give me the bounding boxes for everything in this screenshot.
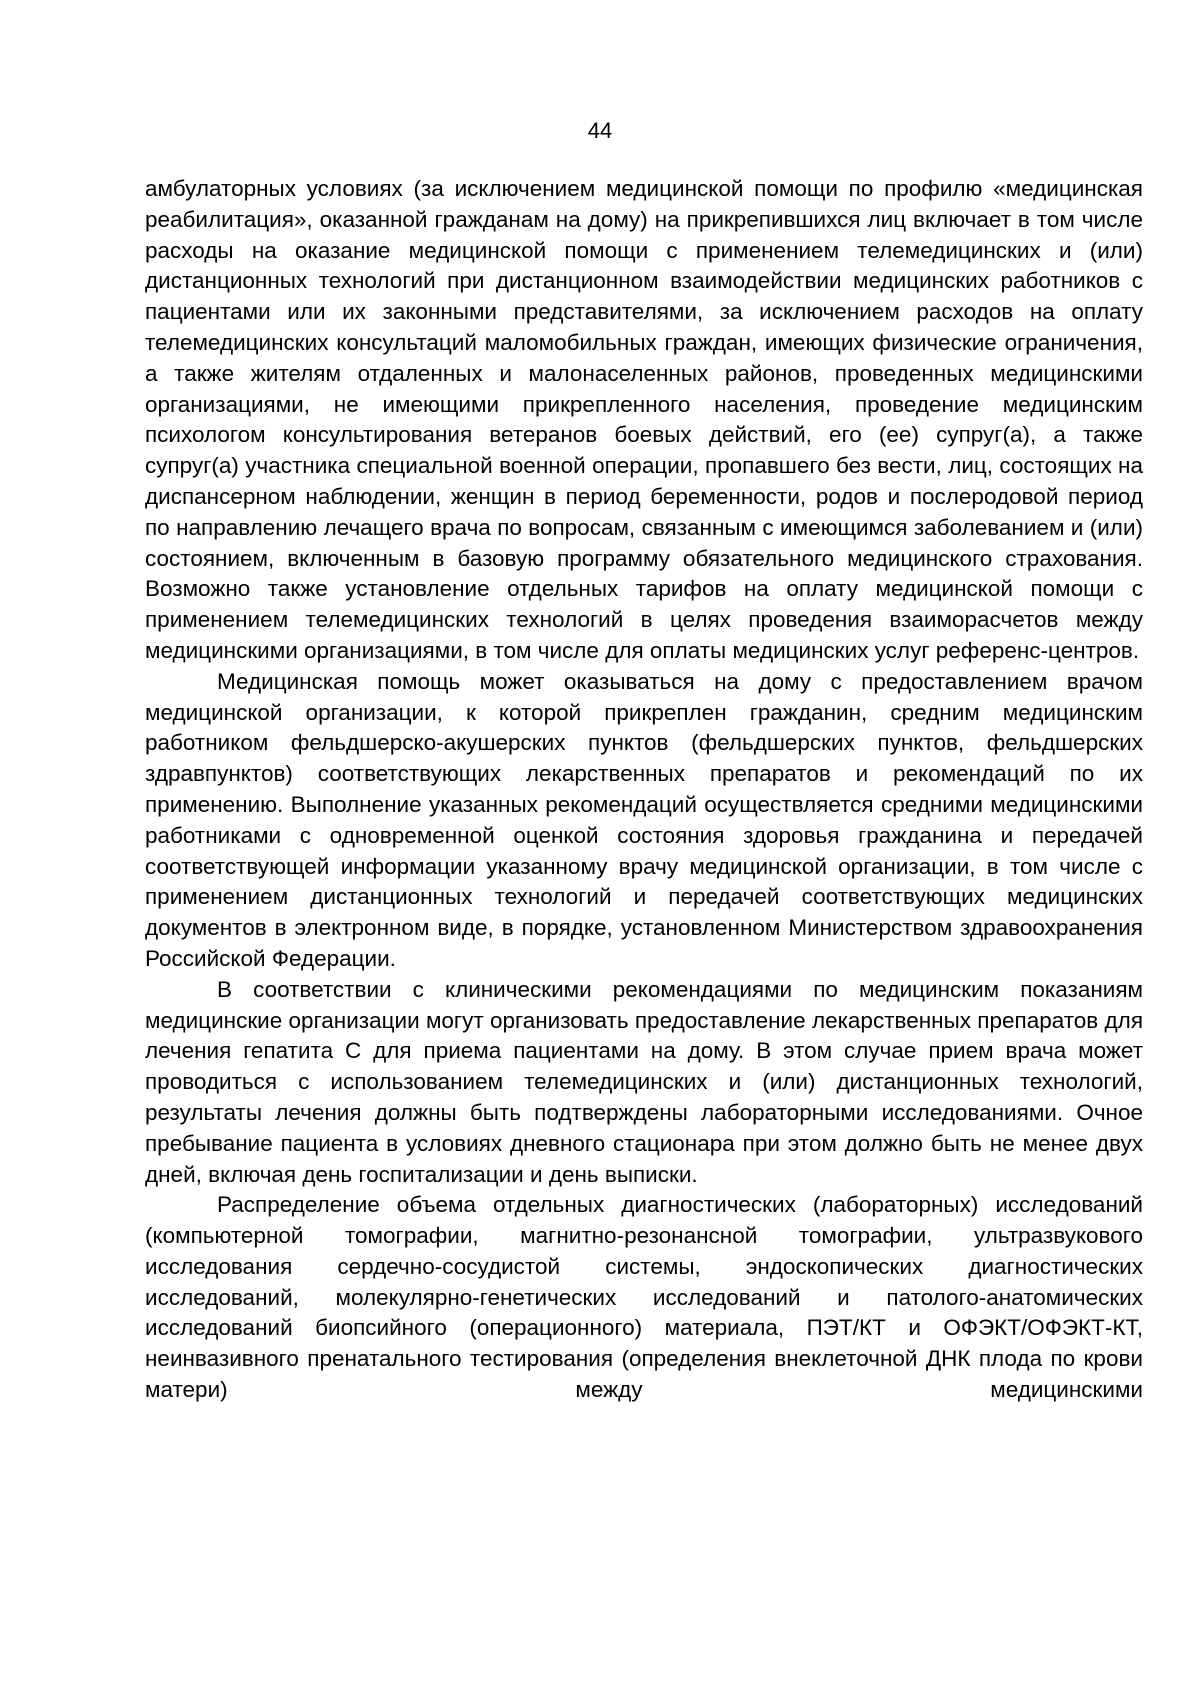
paragraph-outpatient-costs: амбулаторных условиях (за исключением медицинской помощи по профилю «медицинская реабилитация», оказанной гражданам на дому) на прикрепившихся лиц включает в том числе расходы на оказание медицинской помощи с применением телемедицинских и (или) дистанционных технологий при дистанционном взаимодействии медицинских работников с пациентами или их законными представителями, за исключением расходов на оплату телемедицинских консультаций маломобильных граждан, имеющих физические ограничения, а также жителям отдаленных и малонаселенных районов, проведенных медицинскими организациями, не имеющими прикрепленного населения, проведение медицинским психологом консультирования ветеранов боевых действий, его (ее) супруг(а), а также супруг(а) участника специальной военной операции, пропавшего без вести, лиц, состоящих на диспансерном наблюдении, женщин в период беременности, родов и послеродовой период по направлению лечащего врача по вопросам, связанным с имеющимся заболеванием и (или) состоянием, включенным в базовую программу обязательного медицинского страхования. Возможно также установление отдельных тарифов на оплату медицинской помощи с применением телемедицинских технологий в целях проведения взаиморасчетов между медицинскими организациями, в том числе для оплаты медицинских услуг референс-центров. bbox=[145, 176, 1143, 663]
paragraph-diagnostics-distribution: Распределение объема отдельных диагностических (лабораторных) исследований (компьютерной томографии, магнитно-резонансной томографии, ультразвукового исследования сердечно-сосудистой системы, эндоскопических диагностических исследований, молекулярно-генетических исследований и патолого-анатомических исследований биопсийного (операционного) материала, ПЭТ/КТ и ОФЭКТ/ОФЭКТ-КТ, неинвазивного пренатального тестирования (определения внеклеточной ДНК плода по крови матери) между медицинскими bbox=[145, 1192, 1143, 1403]
page-number: 44 bbox=[587, 118, 613, 143]
page-body bbox=[145, 174, 1143, 1406]
paragraph-home-care: Медицинская помощь может оказываться на дому с предоставлением врачом медицинской организации, к которой прикреплен гражданин, средним медицинским работником фельдшерско-акушерских пунктов (фельдшерских пунктов, фельдшерских здравпунктов) соответствующих лекарственных препаратов и рекомендаций по их применению. Выполнение указанных рекомендаций осуществляется средними медицинскими работниками с одновременной оценкой состояния здоровья гражданина и передачей соответствующей информации указанному врачу медицинской организации, в том числе с применением дистанционных технологий и передачей соответствующих медицинских документов в электронном виде, в порядке, установленном Министерством здравоохранения Российской Федерации. bbox=[145, 668, 1143, 971]
paragraph-hepatitis-c: В соответствии с клиническими рекомендациями по медицинским показаниям медицинские организации могут организовать предоставление лекарственных препаратов для лечения гепатита С для приема пациентами на дому. В этом случае прием врача может проводиться с использованием телемедицинских и (или) дистанционных технологий, результаты лечения должны быть подтверждены лабораторными исследованиями. Очное пребывание пациента в условиях дневного стационара при этом должно быть не менее двух дней, включая день госпитализации и день выписки. bbox=[145, 976, 1143, 1187]
